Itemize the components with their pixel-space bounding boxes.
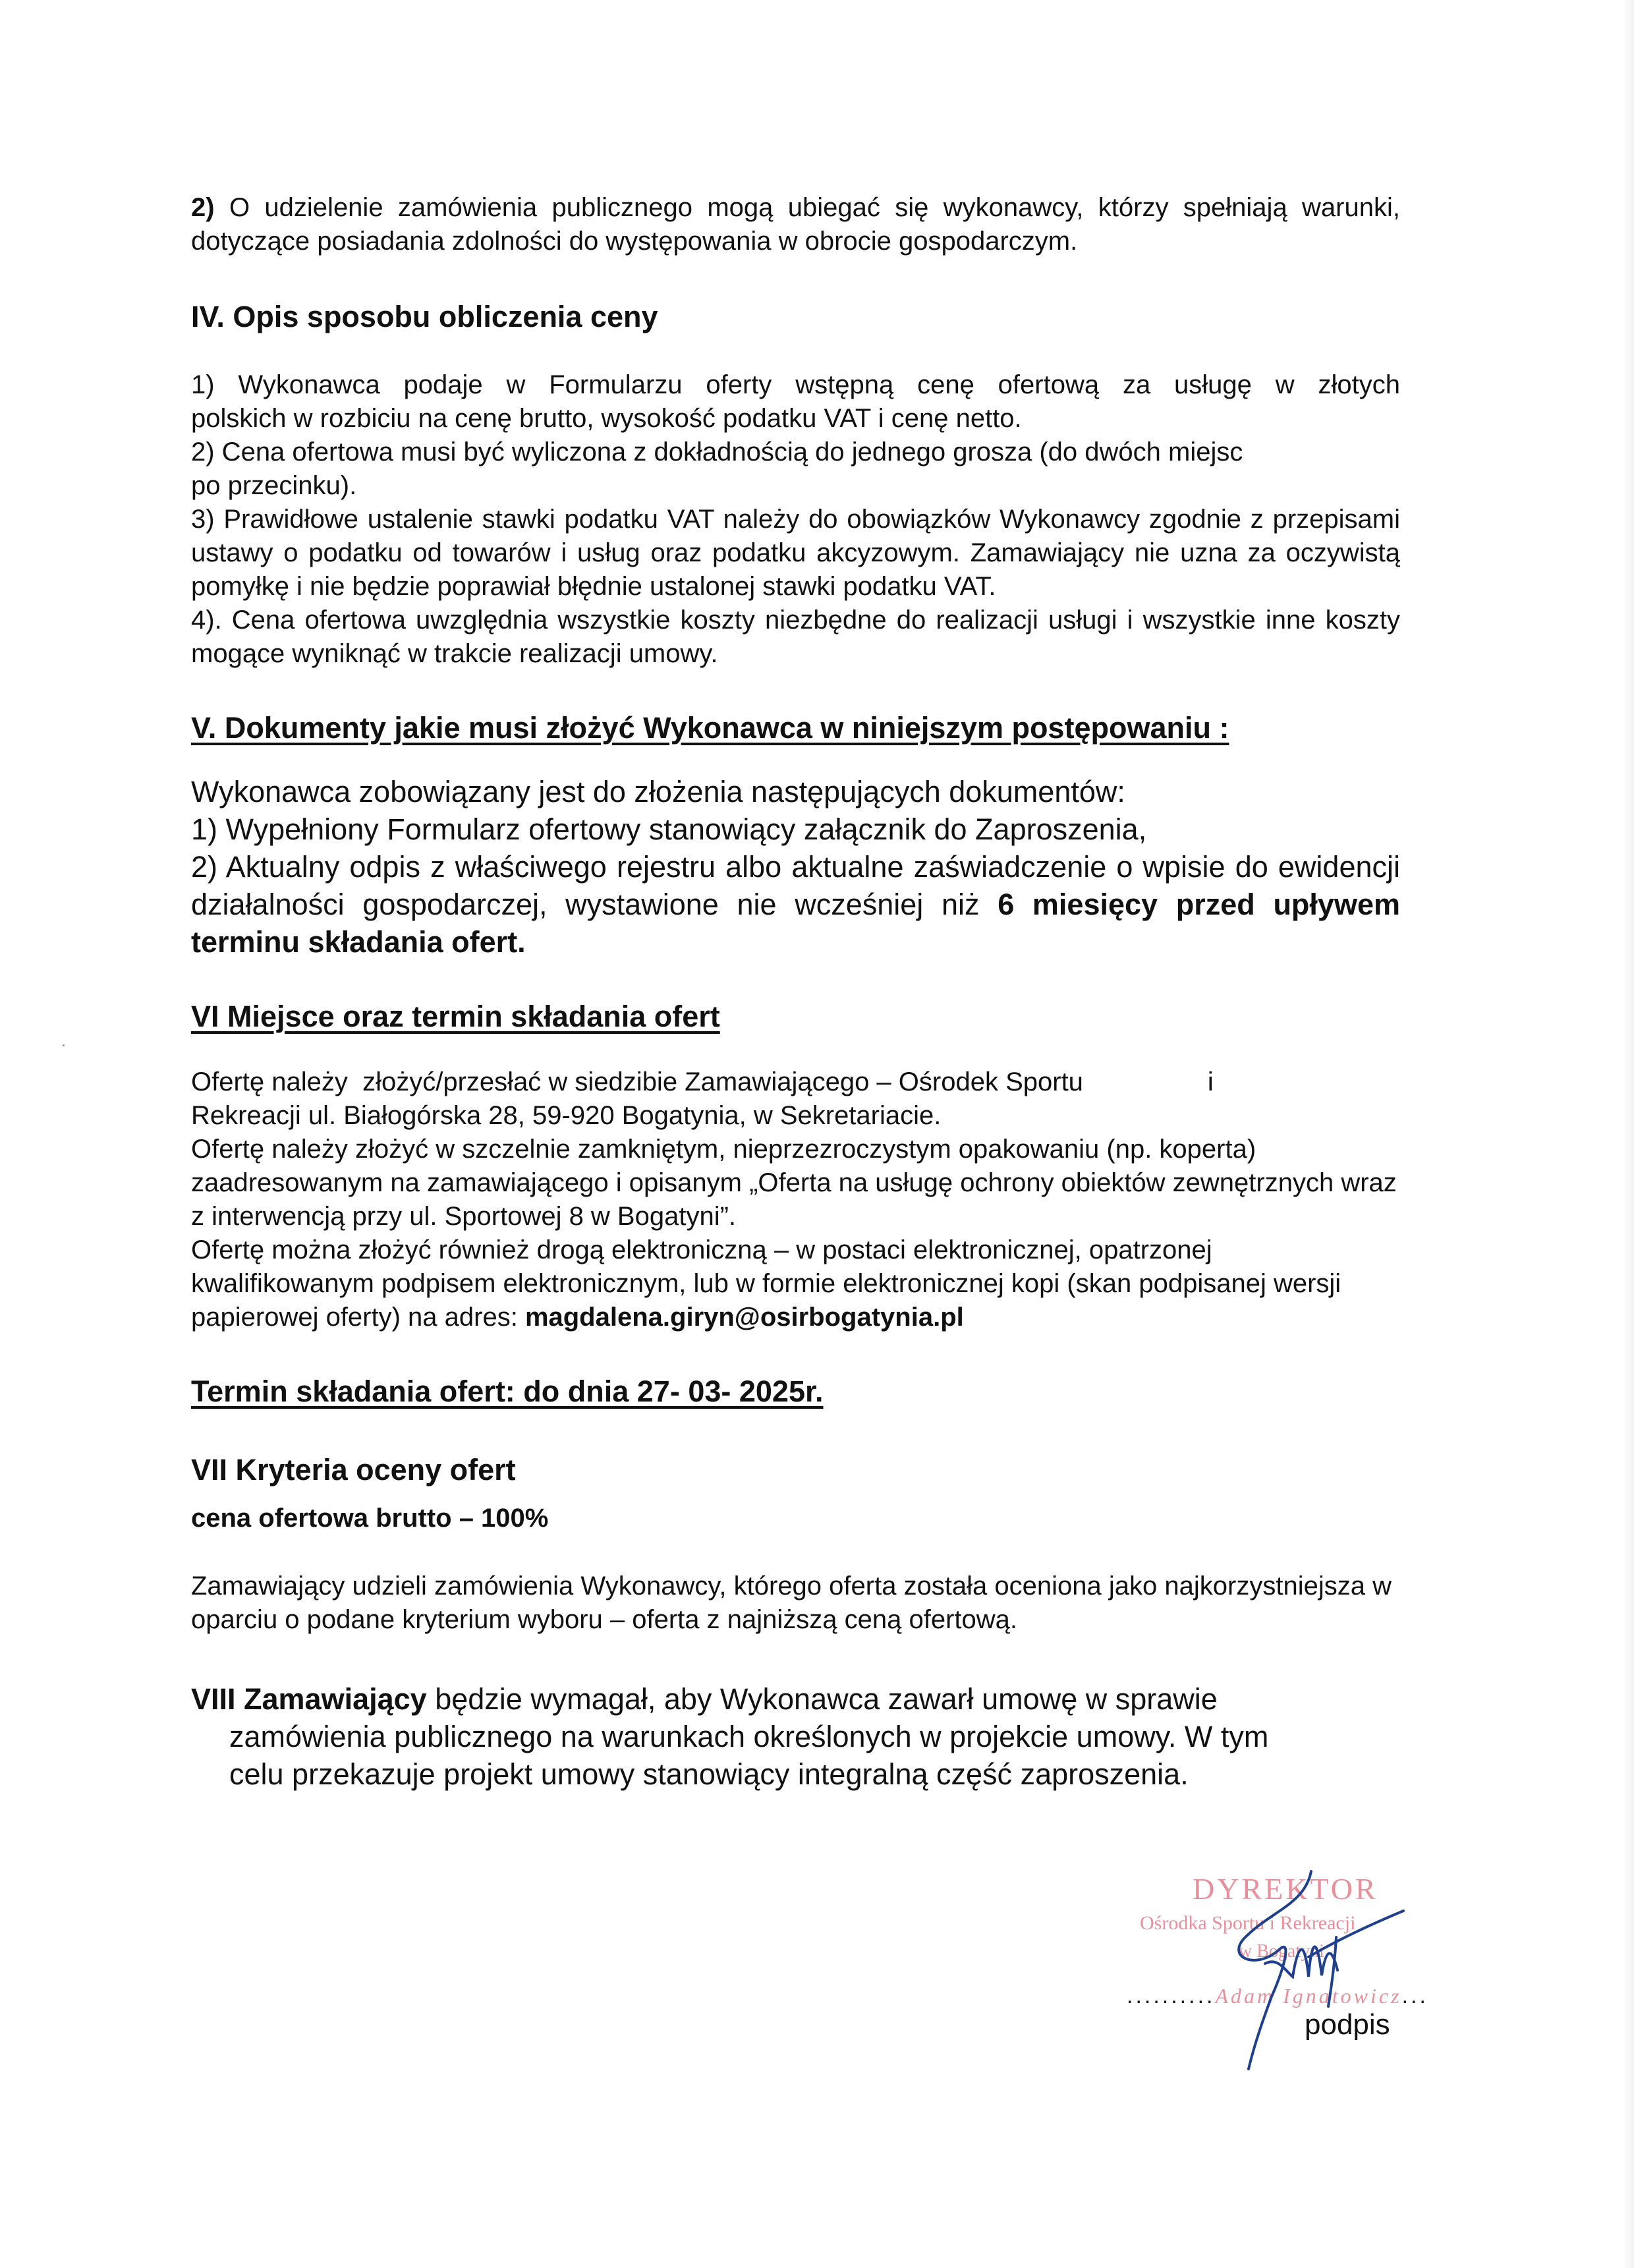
- section-vii-text: Zamawiający udzieli zamówienia Wykonawcy, którego oferta została oceniona jako najkorzystniejsza w oparciu o podane kryterium wyboru – oferta z najniższą ceną ofertową.: [191, 1572, 1392, 1634]
- section-iv-item2-line1: 2) Cena ofertowa musi być wyliczona z dokładnością do jednego grosza (do dwóch miejsc: [191, 438, 1243, 467]
- dots-left: ..........: [1127, 1983, 1216, 2008]
- section-iv-item3: 3) Prawidłowe ustalenie stawki podatku VAT należy do obowiązków Wykonawcy zgodnie z przepisami ustawy o podatku od towarów i usług oraz podatku akcyzowym. Zamawiający nie uzna za oczywistą pomyłkę i nie będzie poprawiał błędnie ustalonej stawki podatku VAT.: [191, 505, 1400, 601]
- section-v-item2-text: 2) Aktualny odpis z właściwego rejestru albo aktualne zaświadczenie o wpisie do ewidencji działalności gospodarczej, wystawione nie wcześniej niż: [191, 850, 1400, 921]
- stamp-name: Adam Ignatowicz: [1215, 1984, 1402, 2008]
- section-viii-line1: [191, 1680, 1400, 1718]
- contact-email: magdalena.giryn@osirbogatynia.pl: [524, 1303, 964, 1332]
- section-iv-item4: 4). Cena ofertowa uwzględnia wszystkie koszty niezbędne do realizacji usługi i wszystkie inne koszty mogące wyniknąć w trakcie realizacji umowy.: [191, 606, 1400, 668]
- page-edge-shadow: [1622, 0, 1634, 2268]
- section-iv-item1-line1: 1) Wykonawca podaje w Formularzu oferty wstępną cenę ofertową za usługę w złotych: [191, 370, 1400, 399]
- section-vi-p3-text: Ofertę można złożyć również drogą elektroniczną – w postaci elektronicznej, opatrzonej kwalifikowanym podpisem elektronicznym, lub w formie elektronicznej kopi (skan podpisanej wersji papierowej oferty) na adres:: [191, 1235, 1341, 1332]
- section-vi-p1-line2: Rekreacji ul. Białogórska 28, 59-920 Bogatynia, w Sekretariacie.: [191, 1101, 942, 1130]
- section-viii-line3: celu przekazuje projekt umowy stanowiący integralną część zaproszenia.: [229, 1757, 1189, 1791]
- handwritten-signature: [1113, 1865, 1430, 2082]
- section-vii-criterion: cena ofertowa brutto – 100%: [191, 1504, 549, 1533]
- stamp-institution: Ośrodka Sportu i Rekreacji: [1140, 1912, 1356, 1934]
- section-viii-line1-text: będzie wymagał, aby Wykonawca zawarł umowę w sprawie: [426, 1682, 1218, 1716]
- section-vi-p2: Ofertę należy złożyć w szczelnie zamkniętym, nieprzezroczystym opakowaniu (np. koperta) zaadresowanym na zamawiającego i opisanym „Oferta na usługę ochrony obiektów zewnętrznych wraz z interwencją przy ul. Sportowej 8 w Bogatyni”.: [191, 1135, 1397, 1231]
- stamp-town: w Bogatyni: [1239, 1941, 1324, 1962]
- section-viii-line2: zamówienia publicznego na warunkach określonych w projekcie umowy. W tym: [229, 1720, 1269, 1753]
- eligibility-number: 2): [191, 193, 215, 222]
- section-v-intro: Wykonawca zobowiązany jest do złożenia następujących dokumentów:: [191, 775, 1125, 808]
- section-vi-p3: [191, 1233, 1400, 1334]
- section-v-item2: [191, 848, 1400, 961]
- eligibility-paragraph: [191, 191, 1400, 258]
- stamp-title: DYREKTOR: [1193, 1872, 1378, 1906]
- section-vii-heading: VII Kryteria oceny ofert: [191, 1453, 516, 1487]
- eligibility-text: O udzielenie zamówienia publicznego mogą ubiegać się wykonawcy, którzy spełniają warunki, dotyczące posiadania zdolności do występowania w obrocie gospodarczym.: [191, 193, 1400, 256]
- deadline: [191, 1373, 1400, 1410]
- signature-label: podpis: [1305, 2008, 1390, 2041]
- section-iv-item2-line2: po przecinku).: [191, 471, 357, 500]
- signature-block: [1113, 1865, 1430, 2082]
- section-vi-heading: [191, 998, 1400, 1035]
- deadline-text: Termin składania ofert: do dnia 27- 03- 2025r.: [191, 1375, 824, 1408]
- section-v-heading-text: V. Dokumenty jakie musi złożyć Wykonawca w niniejszym postępowaniu :: [191, 711, 1229, 745]
- dots-right: ...: [1401, 1983, 1428, 2008]
- section-iv-item1-line2: polskich w rozbiciu na cenę brutto, wysokość podatku VAT i cenę netto.: [191, 404, 1022, 433]
- scan-speck: [63, 1044, 65, 1046]
- section-v-item2-bold: 6 miesięcy przed upływem terminu składania ofert.: [191, 888, 1400, 959]
- section-viii-label: VIII Zamawiający: [191, 1682, 427, 1716]
- section-vi-p1-line1: Ofertę należy złożyć/przesłać w siedzibie Zamawiającego – Ośrodek Sportu i: [191, 1067, 1214, 1096]
- section-v-item1: 1) Wypełniony Formularz ofertowy stanowiący załącznik do Zaproszenia,: [191, 812, 1147, 846]
- section-vi-heading-text: VI Miejsce oraz termin składania ofert: [191, 1000, 720, 1033]
- section-v-heading: [191, 709, 1400, 747]
- section-iv-heading: IV. Opis sposobu obliczenia ceny: [191, 300, 658, 333]
- document-body: [191, 191, 1400, 1793]
